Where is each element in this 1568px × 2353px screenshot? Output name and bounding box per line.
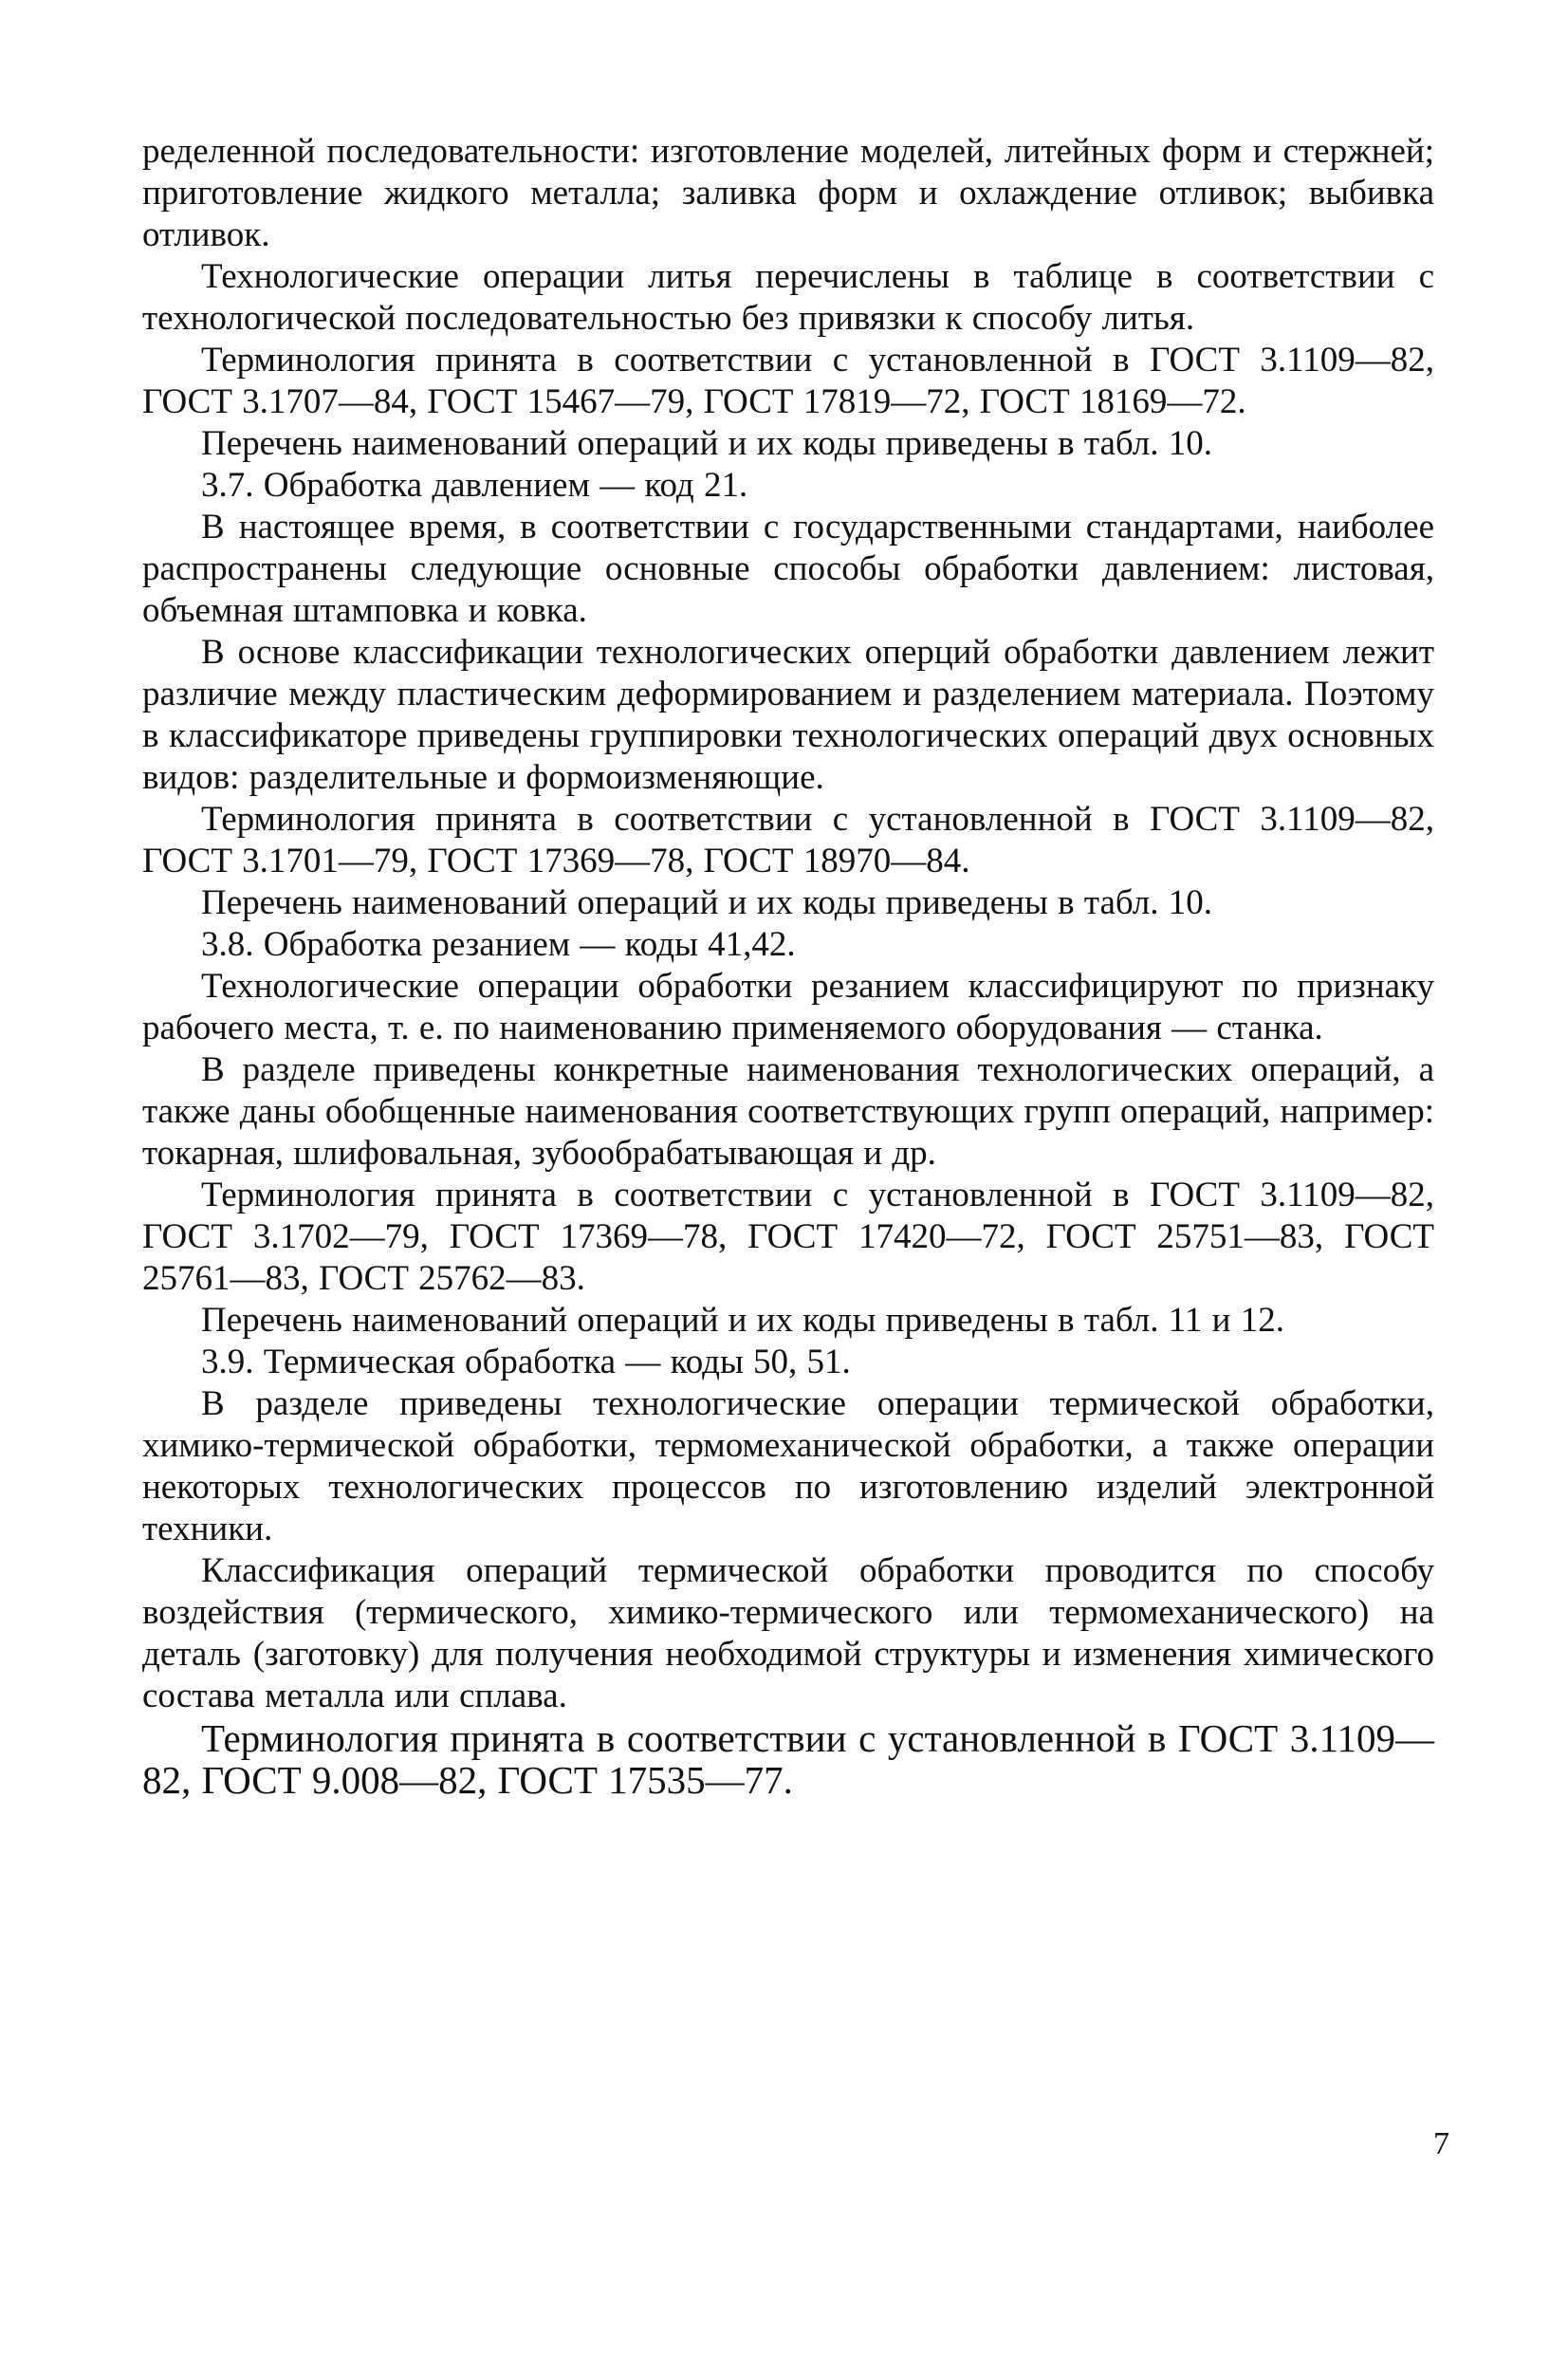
paragraph-13: Терминология принята в соответствии с установленной в ГОСТ 3.1109—82, ГОСТ 3.1702—79, ГОСТ 17369—78, ГОСТ 17420—72, ГОСТ 25751—83, ГОСТ 25761—83, ГОСТ 25762—83. xyxy=(142,1176,1434,1298)
paragraph-3: Терминология принята в соответствии с установленной в ГОСТ 3.1109—82, ГОСТ 3.1707—84, ГОСТ 15467—79, ГОСТ 17819—72, ГОСТ 18169—72. xyxy=(142,341,1434,421)
paragraph-14: Перечень наименований операций и их коды приведены в табл. 11 и 12. xyxy=(201,1301,1284,1340)
page-number: 7 xyxy=(1433,2126,1449,2161)
paragraph-18: Терминология принята в соответствии с установленной в ГОСТ 3.1109—82, ГОСТ 9.008—82, ГОСТ 17535—77. xyxy=(142,1716,1434,1802)
paragraph-16: В разделе приведены технологические операции термической обработки, химико-термической обработки, термомеханической обработки, а также операции некоторых технологических процессов по изготовлению изделий электронной техники. xyxy=(142,1384,1434,1548)
section-heading-3-9: 3.9. Термическая обработка — коды 50, 51. xyxy=(201,1343,851,1381)
paragraph-1: ределенной последовательности: изготовление моделей, литейных форм и стержней; приготовление жидкого металла; заливка форм и охлаждение отливок; выбивка отливок. xyxy=(142,132,1434,254)
section-heading-3-8: 3.8. Обработка резанием — коды 41,42. xyxy=(201,925,796,964)
paragraph-9: Перечень наименований операций и их коды приведены в табл. 10. xyxy=(201,883,1213,922)
paragraph-8: Терминология принята в соответствии с установленной в ГОСТ 3.1109—82, ГОСТ 3.1701—79, ГОСТ 17369—78, ГОСТ 18970—84. xyxy=(142,800,1434,880)
paragraph-6: В настоящее время, в соответствии с государственными стандартами, наиболее распространены следующие основные способы обработки давлением: листовая, объемная штамповка и ковка. xyxy=(142,508,1434,630)
paragraph-4: Перечень наименований операций и их коды приведены в табл. 10. xyxy=(201,424,1213,463)
paragraph-11: Технологические операции обработки резанием классифицируют по признаку рабочего места, т. е. по наименованию применяемого оборудования — станка. xyxy=(142,967,1434,1047)
paragraph-2: Технологические операции литья перечислены в таблице в соответствии с технологической последовательностью без привязки к способу литья. xyxy=(142,257,1434,338)
paragraph-12: В разделе приведены конкретные наименования технологических операций, а также даны обобщенные наименования соответствующих групп операций, например: токарная, шлифовальная, зубообрабатывающая и др. xyxy=(142,1050,1434,1173)
paragraph-17: Классификация операций термической обработки проводится по способу воздействия (термического, химико-термического или термомеханического) на деталь (заготовку) для получения необходимой структуры и изменения химического состава металла или сплава. xyxy=(142,1551,1434,1715)
paragraph-7: В основе классификации технологических оперций обработки давлением лежит различие между пластическим деформированием и разделением материала. Поэтому в классификаторе приведены группировки технологических операций двух основных видов: разделительные и формоизменяющие. xyxy=(142,633,1434,797)
page-body xyxy=(142,131,1434,1801)
section-heading-3-7: 3.7. Обработка давлением — код 21. xyxy=(201,466,748,505)
